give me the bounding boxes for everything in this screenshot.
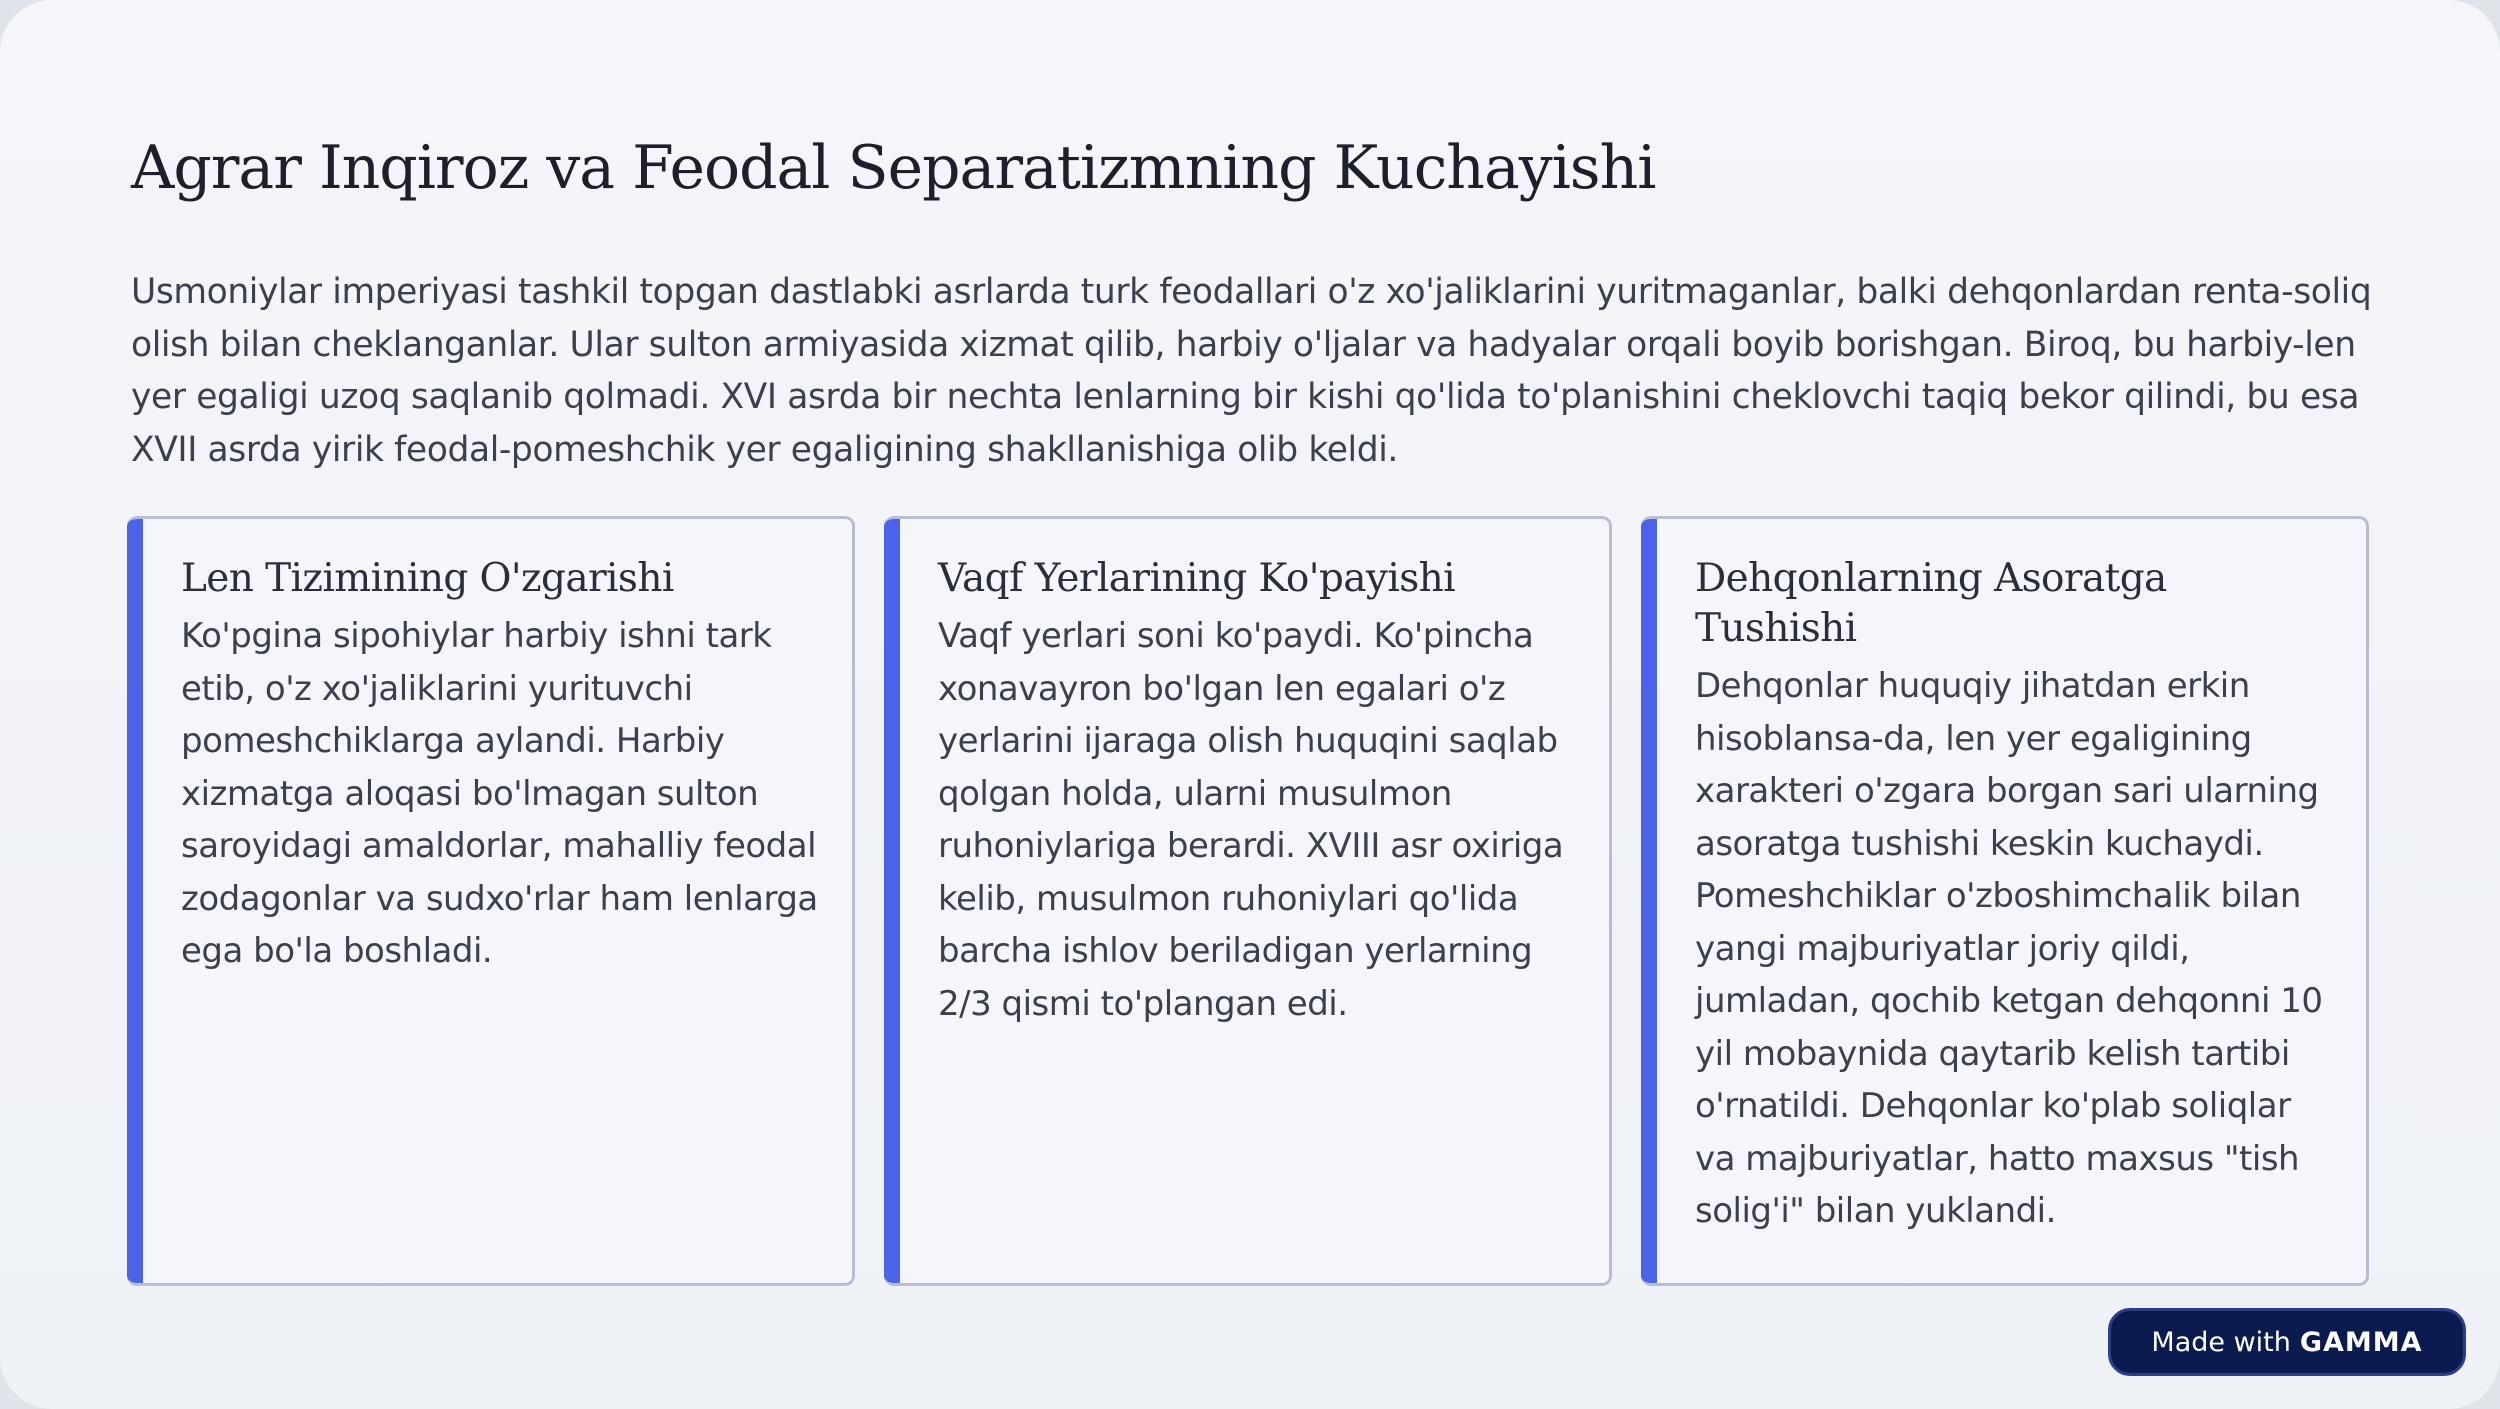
card-body [938, 554, 1579, 1030]
card-title: Len Tizimining O'zgarishi [181, 556, 674, 601]
card-vaqf-yerlari [884, 516, 1612, 1286]
badge-prefix: Made with [2151, 1326, 2291, 1358]
card-text: Vaqf yerlari soni ko'paydi. Ko'pincha xonavayron bo'lgan len egalari o'z yerlarini ijaraga olish huquqini saqlab qolgan holda, ularni musulmon ruhoniylariga berardi. XVIII asr oxiriga kelib, musulmon ruhoniylari qo'lida barcha ishlov beriladigan yerlarning 2/3 qismi to'plangan edi. [938, 616, 1564, 1024]
card-accent-bar [884, 519, 900, 1283]
card-title: Vaqf Yerlarining Ko'payishi [938, 556, 1456, 601]
card-accent-bar [127, 519, 143, 1283]
gamma-logo: GAMMA [2299, 1326, 2423, 1358]
card-body [181, 554, 822, 978]
card-len-tizimi [127, 516, 855, 1286]
card-text: Ko'pgina sipohiylar harbiy ishni tark etib, o'z xo'jaliklarini yurituvchi pomeshchiklarga aylandi. Harbiy xizmatga aloqasi bo'lmagan sulton saroyidagi amaldorlar, mahalliy feodal zodagonlar va sudxo'rlar ham lenlarga ega bo'la boshladi. [181, 616, 818, 971]
card-body [1695, 554, 2336, 1238]
card-text: Dehqonlar huquqiy jihatdan erkin hisoblansa-da, len yer egaligining xarakteri o'zgara borgan sari ularning asoratga tushishi keskin kuchaydi. Pomeshchiklar o'zboshimchalik bilan yangi majburiyatlar joriy qildi, jumladan, qochib ketgan dehqonni 10 yil mobaynida qaytarib kelish tartibi o'rnatildi. Dehqonlar ko'plab soliqlar va majburiyatlar, hatto maxsus "tish solig'i" bilan yuklandi. [1695, 666, 2323, 1231]
card-dehqonlar [1641, 516, 2369, 1286]
card-accent-bar [1641, 519, 1657, 1283]
made-with-gamma-badge[interactable] [2108, 1308, 2466, 1376]
card-title: Dehqonlarning Asoratga Tushishi [1695, 556, 2167, 651]
slide-title: Agrar Inqiroz va Feodal Separatizmning Kuchayishi [131, 133, 1656, 203]
intro-paragraph: Usmoniylar imperiyasi tashkil topgan dastlabki asrlarda turk feodallari o'z xo'jaliklarini yuritmaganlar, balki dehqonlardan renta-soliq olish bilan cheklanganlar. Ular sulton armiyasida xizmat qilib, harbiy o'ljalar va hadyalar orqali boyib borishgan. Biroq, bu harbiy-len yer egaligi uzoq saqlanib qolmadi. XVI asrda bir nechta lenlarning bir kishi qo'lida to'planishini cheklovchi taqiq bekor qilindi, bu esa XVII asrda yirik feodal-pomeshchik yer egaligining shakllanishiga olib keldi. [131, 272, 2372, 470]
